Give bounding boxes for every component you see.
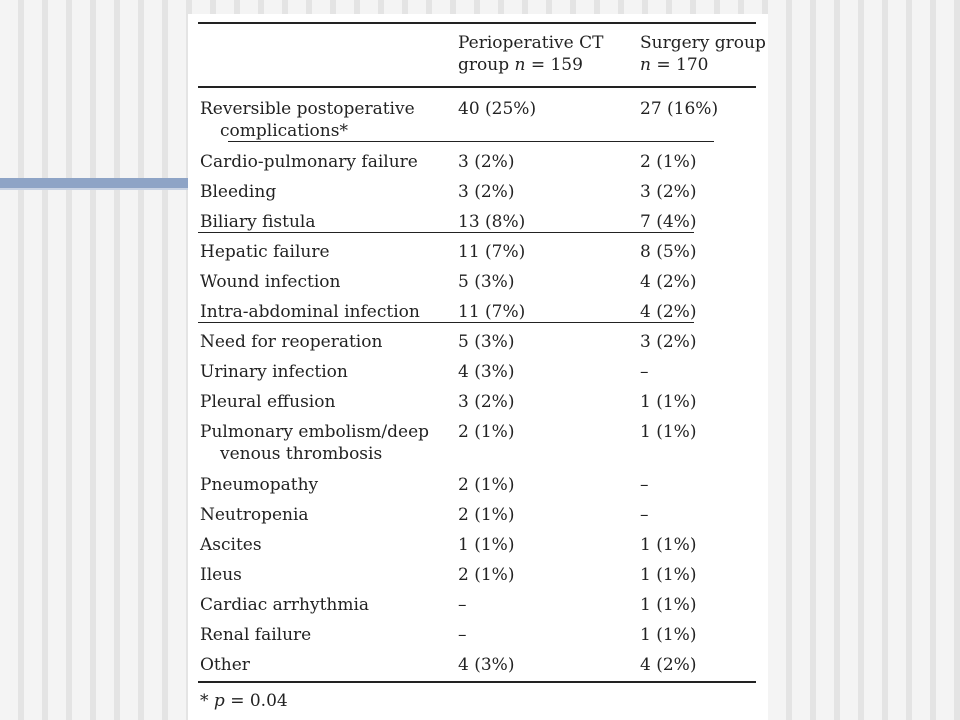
table-slide: Perioperative CT group n = 159 Surgery group n = 170 Reversible postoperative complications* 40 (25%) 27 (16%) Cardio-pulmonary failure 3 (2%) 2 (1%) Bleeding 3 (2%) 3 (2%) Biliary fistula 13 (8%) 7 (4%) Hepatic failure 11 (7%) 8 (5%) Wound infection 5 (3%) 4 (2%) Intra-abdominal infection 11 (7%) 4 (2%) Need for reoperation 5 (3%) 3 (2%) Urinary infection 4 (3%) – Pleural effusion 3 (2%) 1 (1%) Pulmonary embolism/deep venous thrombosis 2 (1%) 1 (1%) Pneumopathy 2 (1%) – Neutropenia 2 (1%) – Ascites 1 (1%) 1 (1%) Ileus 2 (1%) 1 (1%) Cardiac arrhythmia – 1 (1%) Renal failure – 1 (1%) Other 4 (3%) 4 (2%) * p = 0.04 (188, 14, 768, 720)
table-bottom-rule (198, 681, 756, 683)
col-header-surgery: Surgery group n = 170 (640, 33, 766, 75)
table-top-rule (198, 22, 756, 24)
accent-bar (0, 178, 188, 188)
annotation-underline (198, 232, 694, 233)
annotation-underline (228, 141, 714, 142)
annotation-underline (198, 322, 694, 323)
col-header-ct: Perioperative CT group n = 159 (458, 33, 604, 75)
header-rule (198, 86, 756, 88)
table-footnote: * p = 0.04 (200, 691, 288, 711)
accent-bar-shadow (0, 188, 188, 190)
